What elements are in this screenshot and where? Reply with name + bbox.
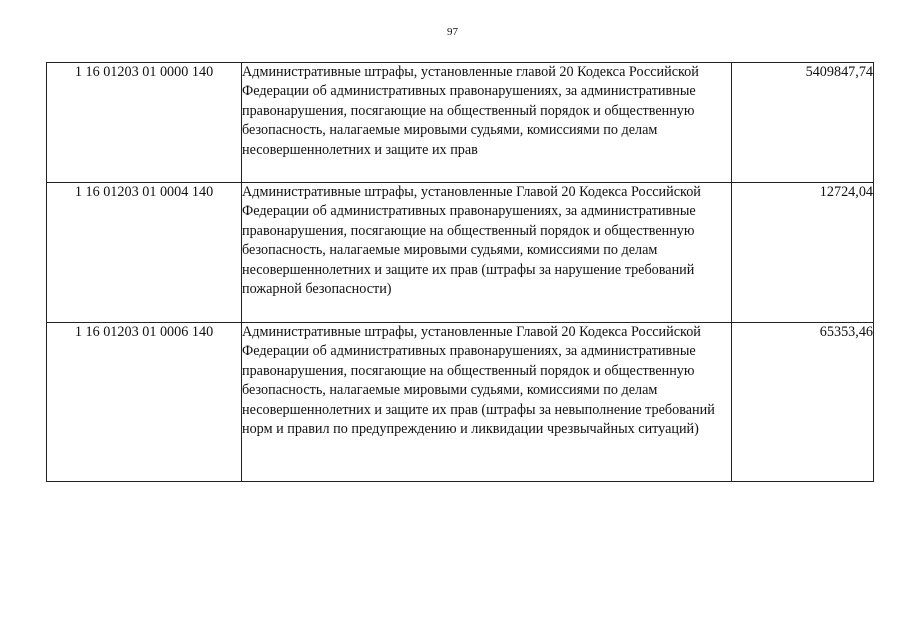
budget-classification-code: 1 16 01203 01 0000 140 [47, 63, 242, 183]
revenue-description: Административные штрафы, установленные главой 20 Кодекса Российской Федерации об административных правонарушениях, за административные правонарушения, посягающие на общественный порядок и общественную безопасность, налагаемые мировыми судьями, комиссиями по делам несовершеннолетних и защите их прав [242, 63, 732, 183]
table-row [47, 183, 874, 323]
table-row [47, 63, 874, 183]
page-number: 97 [447, 26, 458, 38]
revenue-description: Административные штрафы, установленные Главой 20 Кодекса Российской Федерации об административных правонарушениях, за административные правонарушения, посягающие на общественный порядок и общественную безопасность, налагаемые мировыми судьями, комиссиями по делам несовершеннолетних и защите их прав (штрафы за невыполнение требований норм и правил по предупреждению и ликвидации чрезвычайных ситуаций) [242, 323, 732, 482]
budget-classification-code: 1 16 01203 01 0006 140 [47, 323, 242, 482]
revenue-description: Административные штрафы, установленные Главой 20 Кодекса Российской Федерации об административных правонарушениях, за административные правонарушения, посягающие на общественный порядок и общественную безопасность, налагаемые мировыми судьями, комиссиями по делам несовершеннолетних и защите их прав (штрафы за нарушение требований пожарной безопасности) [242, 183, 732, 323]
amount-value: 12724,04 [732, 183, 874, 323]
amount-value: 65353,46 [732, 323, 874, 482]
amount-value: 5409847,74 [732, 63, 874, 183]
table-row [47, 323, 874, 482]
budget-classification-code: 1 16 01203 01 0004 140 [47, 183, 242, 323]
budget-revenue-table [46, 62, 874, 482]
